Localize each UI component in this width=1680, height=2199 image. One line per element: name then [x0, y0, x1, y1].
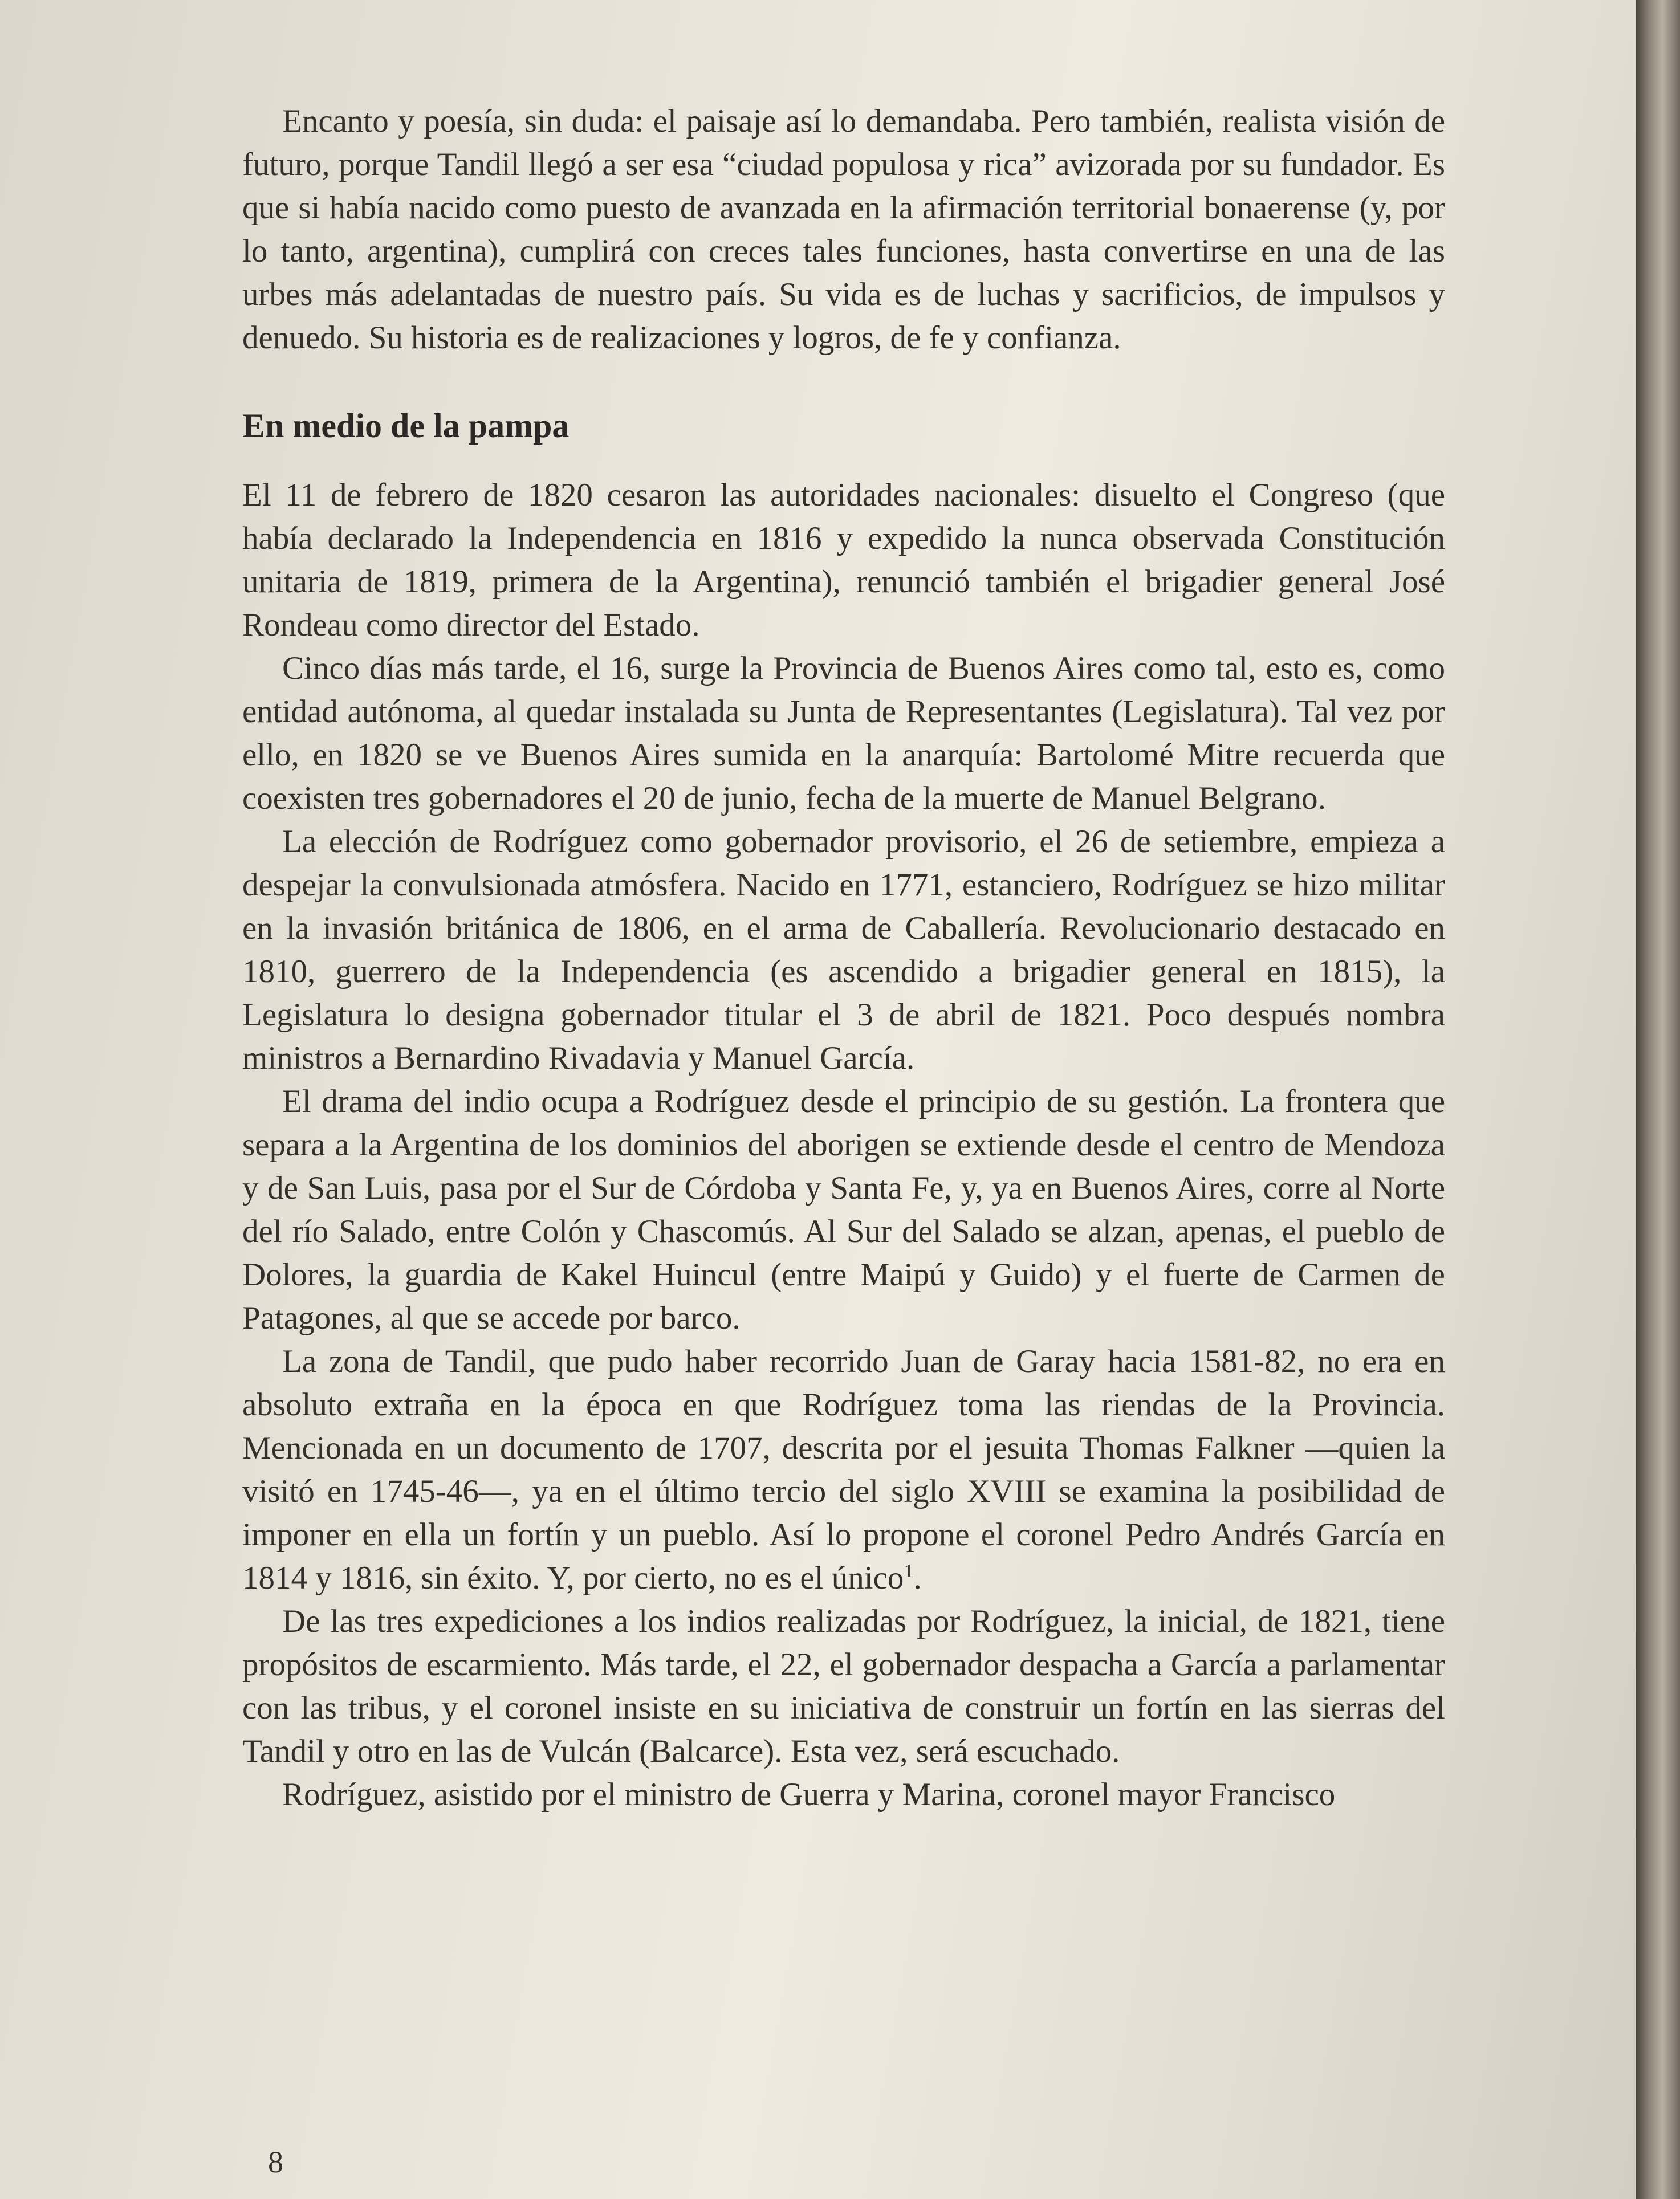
intro-paragraph: Encanto y poesía, sin duda: el paisaje así lo demandaba. Pero también, realista visión de futuro, porque Tandil llegó a ser esa “ciudad populosa y rica” avizorada por su fundador. Es que si había nacido como puesto de avanzada en la afirmación territorial bonaerense (y, por lo tanto, argentina), cumplirá con creces tales funciones, hasta convertirse en una de las urbes más adelantadas de nuestro país. Su vida es de luchas y sacrificios, de impulsos y denuedo. Su historia es de realizaciones y logros, de fe y confianza.: [242, 103, 1445, 356]
paragraph: De las tres expediciones a los indios realizadas por Rodríguez, la inicial, de 1821, tiene propósitos de escarmiento. Más tarde, el 22, el gobernador despacha a García a parlamentar con las tribus, y el coronel insiste en su iniciativa de construir un fortín en las sierras del Tandil y otro en las de Vulcán (Balcarce). Esta vez, será escuchado.: [242, 1603, 1445, 1769]
paragraph-with-footnote: [242, 1340, 1445, 1600]
paragraph-text: La zona de Tandil, que pudo haber recorrido Juan de Garay hacia 1581-82, no era en absoluto extraña en la época en que Rodríguez toma las riendas de la Provincia. Mencionada en un documento de 1707, descrita por el jesuita Thomas Falkner —quien la visitó en 1745-46—, ya en el último tercio del siglo XVIII se examina la posibilidad de imponer en ella un fortín y un pueblo. Así lo propone el coronel Pedro Andrés García en 1814 y 1816, sin éxito. Y, por cierto, no es el único: [242, 1343, 1445, 1596]
paragraph: La elección de Rodríguez como gobernador provisorio, el 26 de setiembre, empieza a despejar la convulsionada atmósfera. Nacido en 1771, estanciero, Rodríguez se hizo militar en la invasión británica de 1806, en el arma de Caballería. Revolucionario destacado en 1810, guerrero de la Independencia (es ascendido a brigadier general en 1815), la Legislatura lo designa gobernador titular el 3 de abril de 1821. Poco después nombra ministros a Bernardino Rivadavia y Manuel García.: [242, 824, 1445, 1076]
footnote-marker: 1: [904, 1561, 914, 1582]
page-number: 8: [268, 2145, 283, 2179]
paragraph: Cinco días más tarde, el 16, surge la Provincia de Buenos Aires como tal, esto es, como entidad autónoma, al quedar instalada su Junta de Representantes (Legislatura). Tal vez por ello, en 1820 se ve Buenos Aires sumida en la anarquía: Bartolomé Mitre recuerda que coexisten tres gobernadores el 20 de junio, fecha de la muerte de Manuel Belgrano.: [242, 650, 1445, 816]
body-text: [242, 100, 1445, 1817]
page-edge-shadow: [1636, 0, 1680, 2199]
paragraph: Rodríguez, asistido por el ministro de Guerra y Marina, coronel mayor Francisco: [282, 1777, 1336, 1813]
paragraph: El 11 de febrero de 1820 cesaron las autoridades nacionales: disuelto el Congreso (que había declarado la Independencia en 1816 y expedido la nunca observada Constitución unitaria de 1819, primera de la Argentina), renunció también el brigadier general José Rondeau como director del Estado.: [242, 477, 1445, 643]
paragraph-period: .: [913, 1560, 922, 1596]
paragraph: El drama del indio ocupa a Rodríguez desde el principio de su gestión. La frontera que separa a la Argentina de los dominios del aborigen se extiende desde el centro de Mendoza y de San Luis, pasa por el Sur de Córdoba y Santa Fe, y, ya en Buenos Aires, corre al Norte del río Salado, entre Colón y Chascomús. Al Sur del Salado se alzan, apenas, el pueblo de Dolores, la guardia de Kakel Huincul (entre Maipú y Guido) y el fuerte de Carmen de Patagones, al que se accede por barco.: [242, 1084, 1445, 1336]
section-heading: En medio de la pampa: [242, 407, 570, 445]
